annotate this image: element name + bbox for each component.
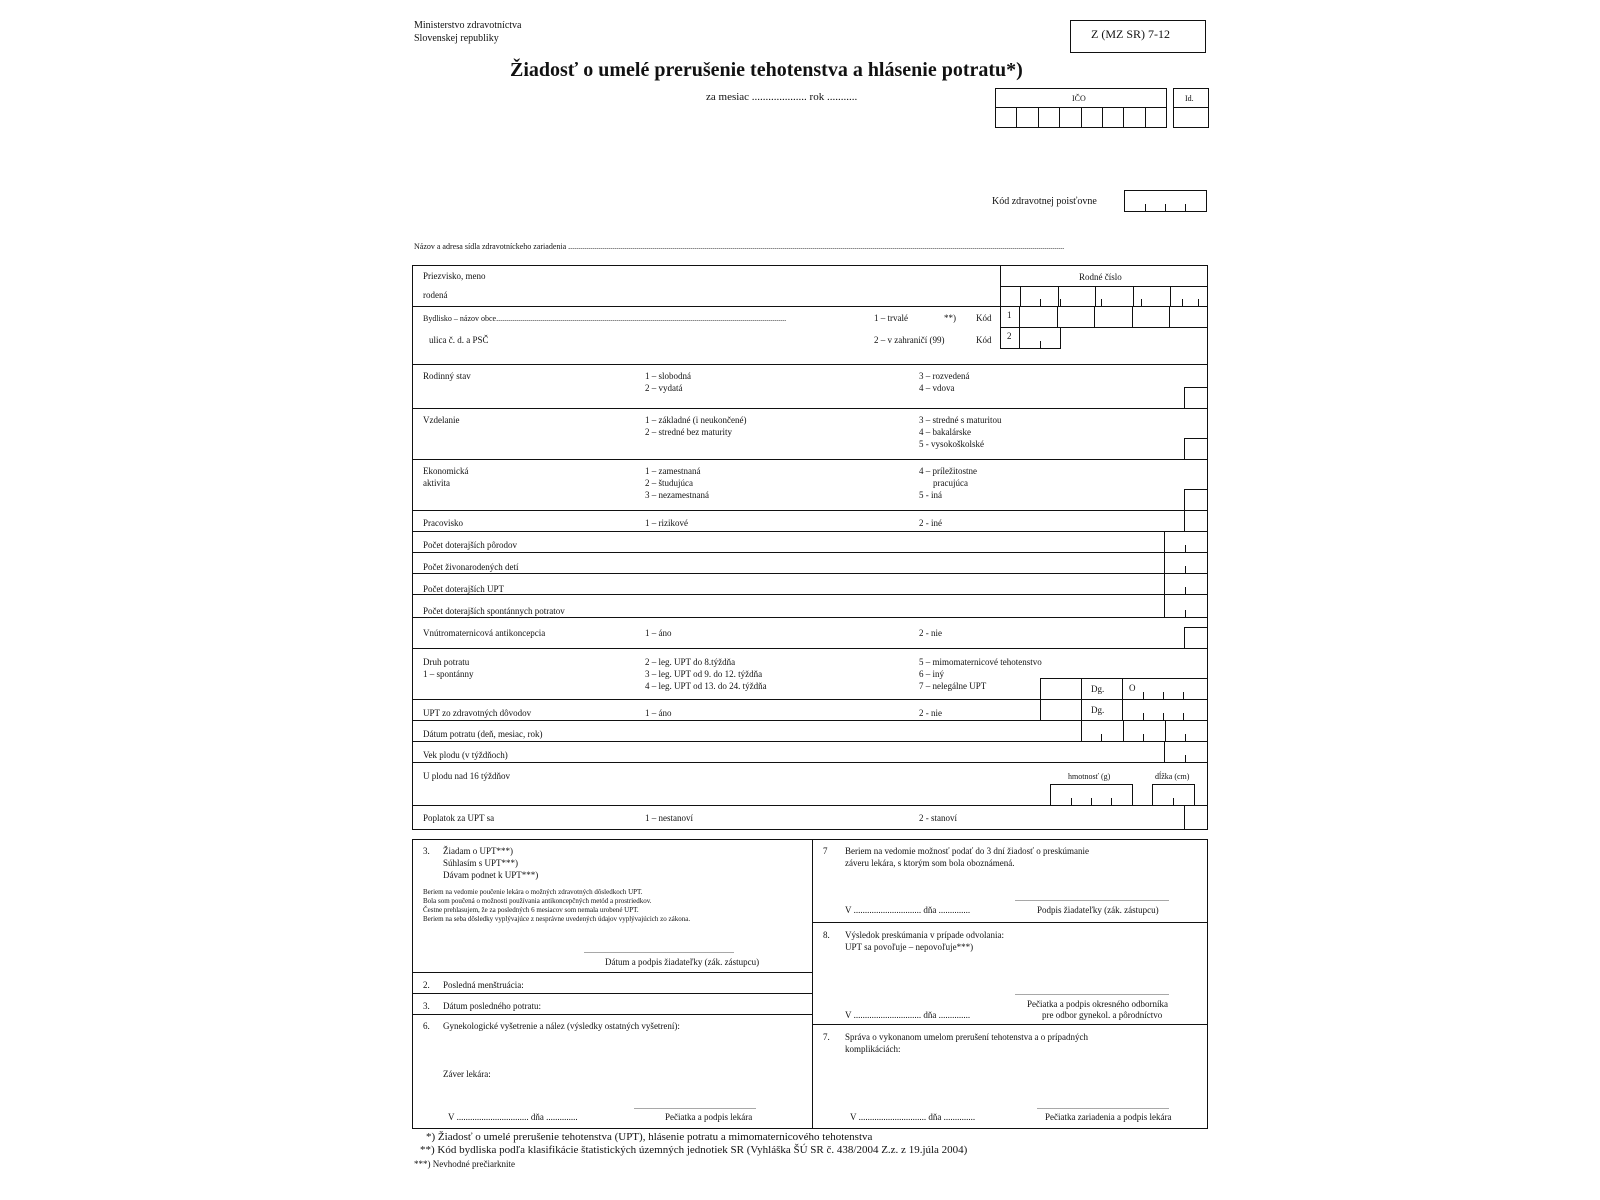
footnote-1: *) Žiadosť o umelé prerušenie tehotenstva (UPT), hlásenie potratu a mimomaternicového tehotenstva [426,1131,873,1143]
doctor-signature-line[interactable]: ............................................................. [634,1102,756,1111]
health-dg-input[interactable] [1122,699,1208,721]
residence-code-2-prefix: 2 [1000,327,1020,349]
form-code: Z (MZ SR) 7-12 [1091,27,1170,41]
health-upt-label: UPT zo zdravotných dôvodov [423,708,532,718]
abortion-type-input[interactable] [1040,678,1082,700]
appeal-line-1: Výsledok preskúmania v prípade odvolania: [845,930,1004,940]
surname-label: Priezvisko, meno [423,271,486,281]
upt-count-input[interactable] [1164,573,1208,595]
page-title: Žiadosť o umelé prerušenie tehotenstva a hlásenie potratu*) [510,59,1023,81]
code-label-2: Kód [976,335,992,345]
economic-opt-4: 4 – príležitostne [919,466,977,476]
review-signature-line[interactable]: ............................................................................. [1015,894,1169,903]
marital-opt-1: 1 – slobodná [645,371,691,381]
workplace-input[interactable] [1184,510,1208,532]
education-opt-5: 5 - vysokoškolské [919,439,984,449]
specialist-signature-label-1: Pečiatka a podpis okresného odborníka [1027,999,1168,1009]
applicant-signature-line[interactable]: ........................................................................... [584,946,734,955]
applicant-signature-label: Dátum a podpis žiadateľky (zák. zástupcu) [605,957,760,967]
spontaneous-count-input[interactable] [1164,594,1208,618]
id-input[interactable] [1173,107,1209,128]
health-upt-input[interactable] [1040,699,1082,721]
facility-signature-label: Pečiatka zariadenia a podpis lekára [1045,1112,1172,1122]
specialist-signature-line[interactable]: ............................................................................. [1015,988,1169,997]
section-7b-number: 7. [823,1032,830,1042]
economic-opt-3: 3 – nezamestnaná [645,490,709,500]
id-label: Id. [1185,94,1194,103]
abortion-type-opt-6: 6 – iný [919,669,945,679]
main-form-table [412,265,1208,830]
doctor-signature-label: Pečiatka a podpis lekára [665,1112,753,1122]
workplace-opt-1: 1 – rizikové [645,518,688,528]
births-count-label: Počet doterajších pôrodov [423,540,517,550]
education-opt-1: 1 – základné (i neukončené) [645,415,747,425]
economic-input[interactable] [1184,489,1208,511]
bottom-section [412,839,1208,1129]
abortion-dg-input[interactable] [1122,678,1208,700]
street-field[interactable]: ulica č. d. a PSČ [429,335,489,345]
workplace-label: Pracovisko [423,518,463,528]
iud-input[interactable] [1184,627,1208,649]
abortion-type-label: Druh potratu [423,657,470,667]
fee-input[interactable] [1184,805,1208,830]
health-dg-label: Dg. [1091,705,1105,715]
ico-label: IČO [1072,94,1086,103]
education-opt-3: 3 – stredné s maturitou [919,415,1002,425]
abortion-type-opt-7: 7 – nelegálne UPT [919,681,987,691]
upt-count-label: Počet doterajších UPT [423,584,504,594]
ico-input[interactable] [995,107,1167,128]
marital-opt-3: 3 – rozvedená [919,371,970,381]
residence-code-1-prefix: 1 [1000,306,1020,328]
code-label-1: Kód [976,313,992,323]
fee-opt-1: 1 – nestanoví [645,813,693,823]
spontaneous-count-label: Počet doterajších spontánnych potratov [423,606,565,616]
live-born-count-input[interactable] [1164,552,1208,574]
declaration-line-4: Beriem na seba dôsledky vyplývajúce z nesprávne uvedených údajov vyplývajúcich zo zákona. [423,915,691,923]
section-3-number: 3. [423,846,430,856]
economic-opt-1: 1 – zamestnaná [645,466,701,476]
weight-label: hmotnosť (g) [1068,772,1111,781]
section-3b-number: 3. [423,1001,430,1011]
residence-field[interactable]: Bydlisko – názov obce................................................................................................................................................. [423,314,787,323]
section-8-number: 8. [823,930,830,940]
report-line-2: komplikáciách: [845,1044,901,1054]
marital-opt-2: 2 – vydatá [645,383,683,393]
insurer-code-input[interactable] [1124,190,1207,212]
declaration-line-2: Bola som poučená o možnosti používania antikoncepčných metód a prostriedkov. [423,897,652,905]
declaration-line-1: Beriem na vedomie poučenie lekára o možných zdravotných dôsledkoch UPT. [423,888,643,896]
abortion-type-opt-5: 5 – mimomaternicové tehotenstvo [919,657,1042,667]
fetus-age-label: Vek plodu (v týždňoch) [423,750,508,760]
doctor-place-date[interactable]: V ................................ dňa .............. [448,1112,578,1122]
request-line-3: Dávam podnet k UPT***) [443,870,539,880]
health-dg-label-box [1081,699,1123,721]
facility-signature-line[interactable]: .................................................................. [1037,1102,1169,1111]
health-upt-opt-2: 2 - nie [919,708,942,718]
iud-opt-2: 2 - nie [919,628,942,638]
declaration-line-3: Čestne prehlasujem, že za posledných 6 mesiacov som nemala urobené UPT. [423,906,639,914]
fee-label: Poplatok za UPT sa [423,813,495,823]
abortion-date-label: Dátum potratu (deň, mesiac, rok) [423,729,543,739]
live-born-count-label: Počet živonarodených detí [423,562,519,572]
gyn-exam-field[interactable]: Gynekologické vyšetrenie a nález (výsledky ostatných vyšetrení): [443,1021,680,1031]
abortion-type-opt-3: 3 – leg. UPT od 9. do 12. týždňa [645,669,763,679]
footnote-mark-2: **) [944,313,956,323]
education-input[interactable] [1184,438,1208,460]
marital-opt-4: 4 – vdova [919,383,955,393]
education-label: Vzdelanie [423,415,460,425]
iud-opt-1: 1 – áno [645,628,672,638]
abortion-dg-label: Dg. [1091,684,1105,694]
id-header [1173,88,1209,108]
section-6-number: 6. [423,1021,430,1031]
economic-label-1: Ekonomická [423,466,469,476]
doctor-conclusion-field[interactable]: Záver lekára: [443,1069,491,1079]
form-code-box [1070,20,1206,53]
abroad-option: 2 – v zahraničí (99) [874,335,945,345]
marital-label: Rodinný stav [423,371,471,381]
ico-header [995,88,1167,108]
period-field[interactable]: za mesiac .................... rok ........... [706,91,858,103]
abortion-dg-label-box [1081,678,1123,700]
facility-field[interactable]: Názov a adresa sídla zdravotníckeho zariadenia ........................................................................................................................................................................................................................................................ [414,242,1065,251]
appeal-line-2: UPT sa povoľuje – nepovoľuje***) [845,942,974,952]
iud-label: Vnútromaternicová antikoncepcia [423,628,546,638]
footnote-2: **) Kód bydliska podľa klasifikácie štatistických územných jednotiek SR (Vyhláška ŠÚ SR č. 438/2004 Z.z. z 19.júla 2004) [420,1144,968,1156]
specialist-signature-label-2: pre odbor gynekol. a pôrodníctvo [1042,1010,1163,1020]
residence-code-2-input[interactable] [1019,327,1061,349]
births-count-input[interactable] [1164,531,1208,553]
ministry-country: Slovenskej republiky [414,33,499,44]
length-input[interactable] [1152,784,1195,806]
over16-label: U plodu nad 16 týždňov [423,771,510,781]
birth-number-label: Rodné číslo [1079,272,1122,282]
facility-place-date[interactable]: V .............................. dňa .............. [850,1112,976,1122]
section-7a-number: 7 [823,846,828,856]
workplace-opt-2: 2 - iné [919,518,942,528]
specialist-place-date[interactable]: V .............................. dňa .............. [845,1010,971,1020]
abortion-type-opt-1: 1 – spontánny [423,669,474,679]
fee-opt-2: 2 - stanoví [919,813,957,823]
economic-label-2: aktivita [423,478,450,488]
last-abortion-field[interactable]: Dátum posledného potratu: [443,1001,541,1011]
request-line-1: Žiadam o UPT***) [443,846,513,856]
review-signature-label: Podpis žiadateľky (zák. zástupcu) [1037,905,1159,915]
birth-number-input[interactable] [1020,286,1208,307]
fetus-age-input[interactable] [1164,741,1208,763]
request-line-2: Súhlasím s UPT***) [443,858,519,868]
review-line-1: Beriem na vedomie možnosť podať do 3 dní žiadosť o preskúmanie [845,846,1089,856]
last-period-field[interactable]: Posledná menštruácia: [443,980,524,990]
economic-opt-2: 2 – študujúca [645,478,693,488]
marital-input[interactable] [1184,387,1208,409]
abortion-dg-prefix: O [1129,683,1136,693]
residence-code-1-input[interactable] [1019,306,1208,328]
insurer-code-label: Kód zdravotnej poisťovne [992,196,1097,207]
health-upt-opt-1: 1 – áno [645,708,672,718]
footnote-3: ***) Nevhodné prečiarknite [414,1159,515,1169]
permanent-option: 1 – trvalé [874,313,908,323]
abortion-type-opt-4: 4 – leg. UPT od 13. do 24. týždňa [645,681,767,691]
weight-input[interactable] [1050,784,1133,806]
ministry-name: Ministerstvo zdravotníctva [414,20,522,31]
birth-name-label: rodená [423,290,448,300]
length-label: dĺžka (cm) [1155,772,1190,781]
abortion-type-opt-2: 2 – leg. UPT do 8.týždňa [645,657,736,667]
review-place-date[interactable]: V .............................. dňa .............. [845,905,971,915]
education-opt-2: 2 – stredné bez maturity [645,427,732,437]
economic-opt-5: 5 - iná [919,490,942,500]
report-line-1: Správa o vykonanom umelom prerušení tehotenstva a o prípadných [845,1032,1088,1042]
section-2-number: 2. [423,980,430,990]
education-opt-4: 4 – bakalárske [919,427,971,437]
economic-opt-4b: pracujúca [933,478,968,488]
review-line-2: záveru lekára, s ktorým som bola oboznámená. [845,858,1015,868]
